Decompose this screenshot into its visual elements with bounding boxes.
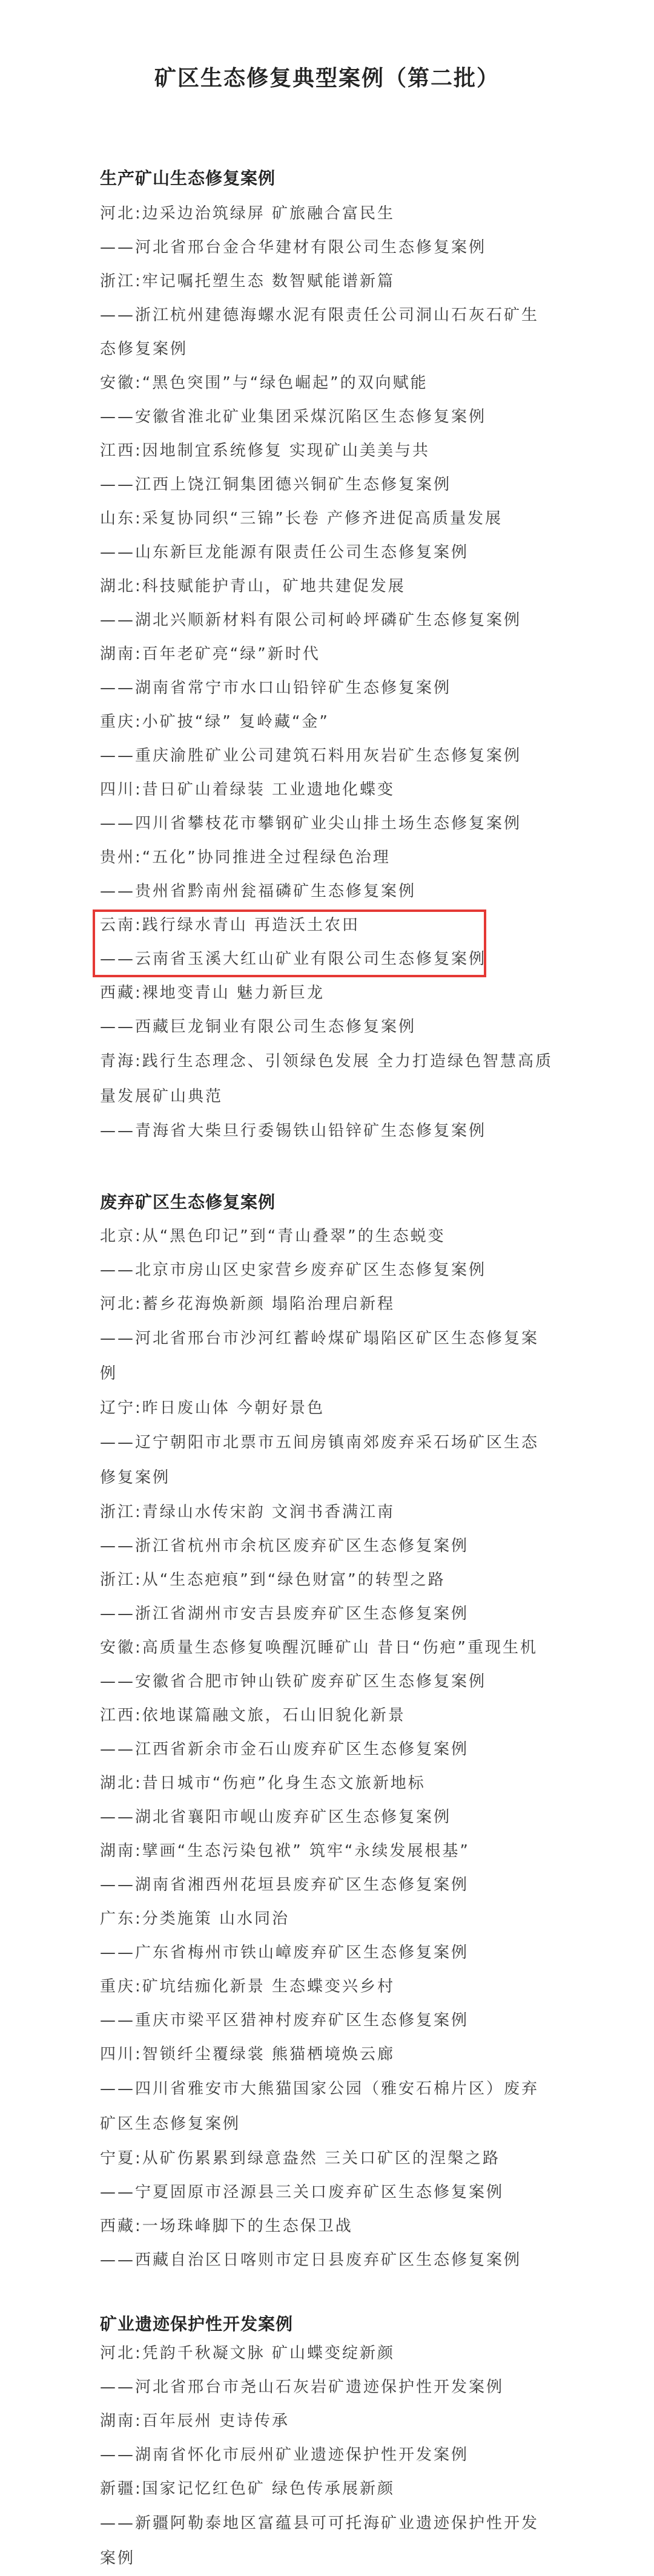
case-entry-hubei <box>100 1766 554 1834</box>
case-title: 湖南:擘画“生态污染包袱” 筑牢“永续发展根基” <box>100 1842 470 1860</box>
case-title: 重庆:小矿披“绿” 复岭藏“金” <box>100 713 329 731</box>
section-abandoned-mines <box>100 1185 554 2277</box>
case-entry-xizang <box>100 2209 554 2277</box>
case-entry-sichuan <box>100 773 554 841</box>
case-entry-guizhou <box>100 841 554 908</box>
case-title: 浙江:从“生态疤痕”到“绿色财富”的转型之路 <box>100 1571 446 1589</box>
case-title: 宁夏:从矿伤累累到绿意盎然 三关口矿区的涅槃之路 <box>100 2149 501 2168</box>
case-entry-chongqing <box>100 705 554 773</box>
case-entry-xinjiang <box>100 2472 554 2576</box>
case-name: ——湖南省湘西州花垣县废弃矿区生态修复案例 <box>100 1876 469 1894</box>
case-title: 江西:因地制宜系统修复 实现矿山美美与共 <box>100 442 431 460</box>
case-name: ——浙江省湖州市安吉县废弃矿区生态修复案例 <box>100 1605 469 1623</box>
case-title: 安徽:高质量生态修复唤醒沉睡矿山 昔日“伤疤”重现生机 <box>100 1639 538 1657</box>
case-name: ——安徽省合肥市钟山铁矿废弃矿区生态修复案例 <box>100 1673 487 1691</box>
case-name: ——湖北兴顺新材料有限公司柯岭坪磷矿生态修复案例 <box>100 611 522 629</box>
case-name: ——西藏自治区日喀则市定日县废弃矿区生态修复案例 <box>100 2251 522 2269</box>
page-title: 矿区生态修复典型案例（第二批） <box>154 66 500 91</box>
case-entry-jiangxi <box>100 1699 554 1766</box>
case-title: 西藏:裸地变青山 魅力新巨龙 <box>100 984 325 1002</box>
case-name: ——重庆渝胜矿业公司建筑石料用灰岩矿生态修复案例 <box>100 747 522 765</box>
section-heading: 废弃矿区生态修复案例 <box>100 1192 276 1212</box>
case-title: 北京:从“黑色印记”到“青山叠翠”的生态蜕变 <box>100 1227 446 1245</box>
case-entry-ningxia <box>100 2142 554 2209</box>
case-name: ——河北省邢台金合华建材有限公司生态修复案例 <box>100 238 487 257</box>
section-mining-heritage <box>100 2312 554 2576</box>
case-title: 西藏:一场珠峰脚下的生态保卫战 <box>100 2217 353 2235</box>
case-title: 云南:践行绿水青山 再造沃土农田 <box>100 916 360 934</box>
case-name: ——青海省大柴旦行委锡铁山铅锌矿生态修复案例 <box>100 1122 487 1140</box>
case-name: ——新疆阿勒泰地区富蕴县可可托海矿业遗迹保护性开发案例 <box>100 2514 540 2568</box>
case-name: ——四川省攀枝花市攀钢矿业尖山排土场生态修复案例 <box>100 814 522 833</box>
case-name: ——河北省邢台市尧山石灰岩矿遗迹保护性开发案例 <box>100 2378 504 2396</box>
case-entry-xizang <box>100 976 554 1044</box>
case-entry-zhejiang <box>100 264 554 366</box>
case-name: ——安徽省淮北矿业集团采煤沉陷区生态修复案例 <box>100 408 487 426</box>
case-title: 广东:分类施策 山水同治 <box>100 1910 290 1928</box>
case-title: 山东:采复协同织“三锦”长卷 产修齐进促高质量发展 <box>100 510 503 528</box>
case-entry-zhejiang-hangzhou <box>100 1495 554 1563</box>
section-production-mines <box>100 160 554 1148</box>
section-heading: 矿业遗迹保护性开发案例 <box>100 2314 294 2334</box>
case-entry-sichuan <box>100 2037 554 2142</box>
case-title: 四川:昔日矿山着绿装 工业遗地化蝶变 <box>100 781 395 799</box>
case-title: 湖北:科技赋能护青山，矿地共建促发展 <box>100 577 406 595</box>
case-name: ——广东省梅州市铁山嶂废弃矿区生态修复案例 <box>100 1944 469 1962</box>
case-name: ——重庆市梁平区猎神村废弃矿区生态修复案例 <box>100 2011 469 2030</box>
case-name: ——四川省雅安市大熊猫国家公园（雅安石棉片区）废弃矿区生态修复案例 <box>100 2080 540 2133</box>
case-entry-hebei <box>100 2336 554 2404</box>
case-title: 湖北:昔日城市“伤疤”化身生态文旅新地标 <box>100 1774 426 1792</box>
case-title: 河北:凭韵千秋凝文脉 矿山蝶变绽新颜 <box>100 2344 395 2362</box>
case-entry-liaoning <box>100 1391 554 1495</box>
case-name: ——浙江省杭州市余杭区废弃矿区生态修复案例 <box>100 1537 469 1555</box>
case-name: ——湖南省常宁市水口山铅锌矿生态修复案例 <box>100 679 452 697</box>
case-entry-hebei <box>100 197 554 264</box>
case-title: 浙江:青绿山水传宋韵 文润书香满江南 <box>100 1503 395 1521</box>
case-title: 安徽:“黑色突围”与“绿色崛起”的双向赋能 <box>100 374 428 392</box>
case-title: 辽宁:昨日废山体 今朝好景色 <box>100 1399 325 1417</box>
case-name: ——辽宁朝阳市北票市五间房镇南郊废弃采石场矿区生态修复案例 <box>100 1434 540 1487</box>
case-title: 湖南:百年老矿亮“绿”新时代 <box>100 645 320 663</box>
case-entry-hunan <box>100 637 554 705</box>
case-name: ——河北省邢台市沙河红蓄岭煤矿塌陷区矿区生态修复案例 <box>100 1329 540 1383</box>
case-title: 湖南:百年辰州 吏诗传承 <box>100 2412 290 2430</box>
case-entry-hebei <box>100 1287 554 1391</box>
section-heading: 生产矿山生态修复案例 <box>100 168 276 188</box>
case-name: ——贵州省黔南州瓮福磷矿生态修复案例 <box>100 882 417 900</box>
case-name: ——湖南省怀化市辰州矿业遗迹保护性开发案例 <box>100 2446 469 2464</box>
case-entry-hunan <box>100 1834 554 1902</box>
case-name: ——浙江杭州建德海螺水泥有限责任公司洞山石灰石矿生态修复案例 <box>100 306 540 358</box>
case-entry-yunnan <box>100 908 554 976</box>
case-name: ——山东新巨龙能源有限责任公司生态修复案例 <box>100 543 469 562</box>
case-entry-beijing <box>100 1219 554 1287</box>
case-name: ——北京市房山区史家营乡废弃矿区生态修复案例 <box>100 1261 487 1279</box>
case-entry-anhui <box>100 366 554 434</box>
case-title: 新疆:国家记忆红色矿 绿色传承展新颜 <box>100 2480 395 2498</box>
case-entry-hunan <box>100 2404 554 2472</box>
case-entry-zhejiang-huzhou <box>100 1563 554 1631</box>
case-name: ——江西省新余市金石山废弃矿区生态修复案例 <box>100 1740 469 1758</box>
case-title: 河北:蓄乡花海焕新颜 塌陷治理启新程 <box>100 1295 395 1313</box>
case-entry-anhui <box>100 1631 554 1699</box>
case-title: 重庆:矿坑结痂化新景 生态蝶变兴乡村 <box>100 1978 395 1996</box>
case-entry-hubei <box>100 569 554 637</box>
case-entry-qinghai <box>100 1044 554 1148</box>
case-title: 江西:依地谋篇融文旅，石山旧貌化新景 <box>100 1706 406 1725</box>
case-title: 浙江:牢记嘱托塑生态 数智赋能谱新篇 <box>100 272 395 290</box>
case-title: 贵州:“五化”协同推进全过程绿色治理 <box>100 848 391 867</box>
case-entry-shandong <box>100 502 554 569</box>
case-name: ——宁夏固原市泾源县三关口废弃矿区生态修复案例 <box>100 2183 504 2201</box>
case-name: ——湖北省襄阳市岘山废弃矿区生态修复案例 <box>100 1808 452 1826</box>
case-title: 四川:智锁纤尘覆绿裳 熊猫栖境焕云廊 <box>100 2045 395 2063</box>
case-entry-chongqing <box>100 1970 554 2037</box>
case-title: 河北:边采边治筑绿屏 矿旅融合富民生 <box>100 205 395 223</box>
case-entry-jiangxi <box>100 434 554 502</box>
case-name: ——江西上饶江铜集团德兴铜矿生态修复案例 <box>100 476 452 494</box>
case-name: ——西藏巨龙铜业有限公司生态修复案例 <box>100 1018 417 1036</box>
case-name: ——云南省玉溪大红山矿业有限公司生态修复案例 <box>100 950 487 968</box>
case-entry-guangdong <box>100 1902 554 1970</box>
case-title: 青海:践行生态理念、引领绿色发展 全力打造绿色智慧高质量发展矿山典范 <box>100 1052 553 1106</box>
